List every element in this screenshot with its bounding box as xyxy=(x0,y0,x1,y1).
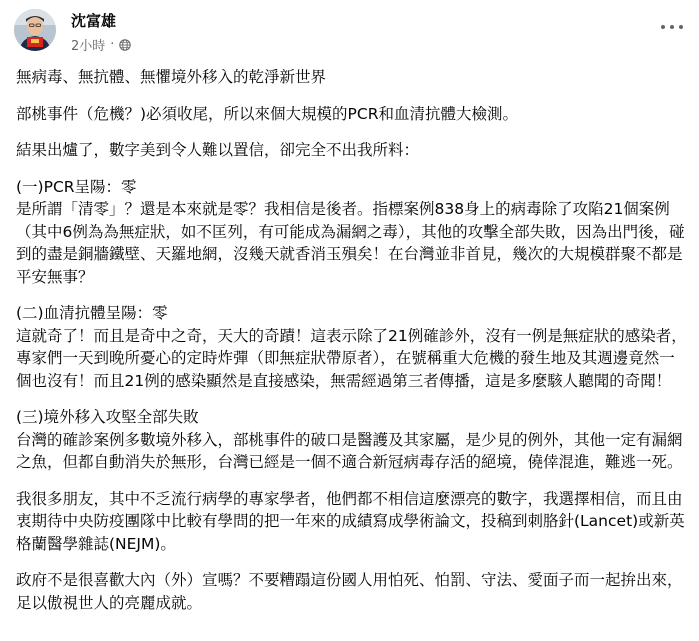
section-heading: (二)血清抗體呈陽：零 xyxy=(16,304,168,322)
section-2 xyxy=(16,302,688,392)
more-dot xyxy=(679,25,683,29)
section-heading: (一)PCR呈陽：零 xyxy=(16,177,137,196)
section-body: 台灣的確診案例多數境外移入，部桃事件的破口是醫護及其家屬，是少見的例外，其他一定有漏網之魚，但都自動消失於無形，台灣已經是一個不適合新冠病毒存活的絕境，僥倖混進，難逃一死。 xyxy=(16,430,683,471)
post-meta xyxy=(71,35,131,54)
post-paragraph: 我很多朋友，其中不乏流行病學的專家學者，他們都不相信這麼漂亮的數字，我選擇相信，而且由衷期待中央防疫團隊中比較有學問的把一年來的成績寫成學術論文，投稿到刺胳針(Lancet)或新英格蘭醫學雜誌(NEJM)。 xyxy=(16,489,685,553)
meta-separator: · xyxy=(110,37,115,52)
post-headline: 無病毒、無抗體、無懼境外移入的乾淨新世界 xyxy=(16,68,327,86)
post-time[interactable]: 2小時 xyxy=(71,39,106,54)
avatar-image xyxy=(14,9,56,51)
post-paragraph: 結果出爐了，數字美到令人難以置信，卻完全不出我所料： xyxy=(16,141,420,159)
section-1 xyxy=(16,176,688,289)
section-body: 這就奇了！而且是奇中之奇，天大的奇蹟！這表示除了21例確診外，沒有一例是無症狀的感染者，專家們一天到晚所憂心的定時炸彈（即無症狀帶原者），在號稱重大危機的發生地及其週邊竟然一個也沒有！而且21例的感染顯然是直接感染，無需經過第三者傳播，這是多麼駭人聽聞的奇聞！ xyxy=(16,326,687,390)
post-paragraph: 部桃事件（危機？)必須收尾，所以來個大規模的PCR和血清抗體大檢測。 xyxy=(16,104,518,123)
post-header xyxy=(0,0,699,62)
more-dot xyxy=(661,25,665,29)
section-heading: (三)境外移入攻堅全部失敗 xyxy=(16,408,199,426)
section-3 xyxy=(16,406,688,474)
globe-icon[interactable] xyxy=(119,39,131,51)
profile-avatar[interactable] xyxy=(14,9,56,51)
section-body: 是所謂「清零」？還是本來就是零？我相信是後者。指標案例838身上的病毒除了攻陷21個案例（其中6例為為無症狀，如不匡列，有可能成為漏網之毒），其他的攻擊全部失敗，因為出門後，碰到的盡是銅牆鐵壁、天羅地網，沒幾天就香消玉殞矣！在台灣並非首見，幾次的大規模群聚不都是平安無事？ xyxy=(16,200,685,286)
author-name[interactable]: 沈富雄 xyxy=(71,12,117,30)
more-dot xyxy=(670,25,674,29)
more-options-icon[interactable] xyxy=(661,20,683,34)
post-body xyxy=(16,66,688,628)
post-paragraph: 政府不是很喜歡大內（外）宣嗎？不要糟蹋這份國人用怕死、怕罰、守法、愛面子而一起拚出來，足以傲視世人的亮麗成就。 xyxy=(16,571,683,612)
